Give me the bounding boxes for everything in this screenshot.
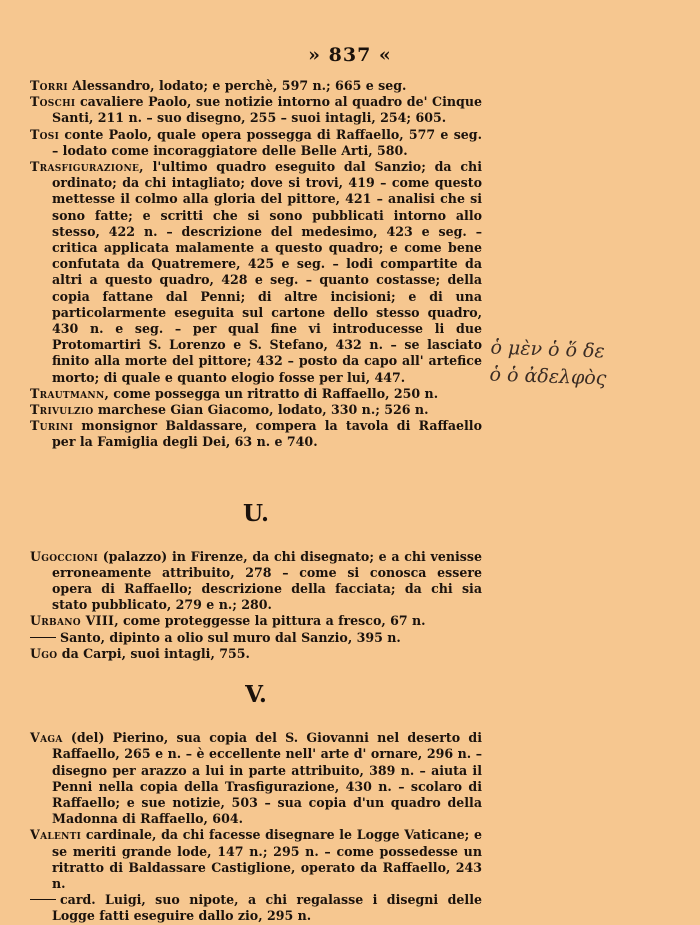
entry-heading: Vaga	[30, 730, 63, 746]
entry-text: da Carpi, suoi intagli, 755.	[57, 645, 250, 661]
section-letter-v: V.	[245, 681, 267, 709]
page-number: » 837 «	[308, 44, 392, 66]
entry-text: l'ultimo quadro eseguito dal Sanzio; da chi ordinato; da chi intagliato; dove si trovi, 419 – come questo mettesse il colmo alla gloria del pittore, 421 – analisi che si sono fatte; e scritti che si sono pubblicati intorno allo stesso, 422 n. – descrizione del medesimo, 423 e seg. – critica applicata malamente a questo quadro; e come bene confutata da Quatremere, 425 e seg. – lodi compartite da altri a questo quadro, 428 e seg. – quanto costasse; della copia fattane dal Penni; di altre incisioni; e di una particolarmente eseguita sul cartone dello stesso quadro, 430 n. e seg. – per qual fine vi introducesse li due Protomartiri S. Lorenzo e S. Stefano, 432 n. – se lasciato finito alla morte del pittore; 432 – posto da capo all' artefice morto; di quale e quanto elogio fosse per lui, 447.	[52, 159, 482, 385]
entry-heading: Torri	[30, 78, 68, 93]
entry-text: cavaliere Paolo, sue notizie intorno al quadro de' Cinque Santi, 211 n. – suo disegno, 255 – suoi intagli, 254; 605.	[52, 94, 482, 126]
ditto-dash	[30, 899, 56, 900]
entry-heading: Toschi	[30, 94, 76, 110]
entry-text: (palazzo) in Firenze, da chi disegnato; e a chi venisse erroneamente attribuito, 278 – come si conosca essere opera di Raffaello; descrizione della facciata; da chi sia stato pubblicato, 279 e n.; 280.	[52, 548, 482, 613]
index-entry	[30, 613, 482, 629]
margin-note-line: ὁ ὁ ἀδελφὸς	[489, 363, 607, 390]
entry-text: monsignor Baldassare, compera la tavola di Raffaello per la Famiglia degli Dei, 63 n. e 740.	[52, 418, 482, 450]
index-entry	[30, 159, 482, 386]
entry-heading: Valenti	[30, 827, 82, 843]
index-entry	[30, 892, 482, 924]
entry-text: conte Paolo, quale opera possegga di Raffaello, 577 e seg. – lodato come incoraggiatore delle Belle Arti, 580.	[52, 126, 482, 158]
entry-text: Alessandro, lodato; e perchè, 597 n.; 665 e seg.	[67, 78, 407, 93]
entry-heading: Trasfigurazione,	[30, 159, 144, 175]
ditto-dash	[30, 637, 56, 638]
entry-heading: Ugo	[30, 645, 58, 661]
index-entry	[30, 127, 482, 159]
entry-heading: Tosi	[30, 126, 60, 142]
entry-heading: Trivulzio	[30, 402, 94, 418]
index-entry	[30, 78, 482, 94]
entry-text: , come proteggesse la pittura a fresco, 67 n.	[114, 613, 426, 629]
entry-text: marchese Gian Giacomo, lodato, 330 n.; 526 n.	[93, 402, 429, 418]
section-v	[30, 730, 482, 924]
index-entry	[30, 94, 482, 126]
handwritten-margin-note	[489, 335, 691, 396]
margin-note-line: ὁ μὲν ὁ ὅ δε	[490, 336, 606, 363]
entry-heading: Ugoccioni	[30, 548, 99, 564]
index-entry	[30, 549, 482, 614]
entry-heading: Turini	[30, 418, 74, 434]
entry-heading: Urbano VIII	[30, 613, 115, 629]
entry-text: Santo, dipinto a olio sul muro dal Sanzio, 395 n.	[60, 629, 401, 645]
index-entry	[30, 827, 482, 892]
entry-text: card. Luigi, suo nipote, a chi regalasse i disegni delle Logge fatti eseguire dallo zio, 295 n.	[52, 892, 482, 924]
entry-text: cardinale, da chi facesse disegnare le Logge Vaticane; e se meriti grande lode, 147 n.; 295 n. – come possedesse un ritratto di Baldassare Castiglione, operato da Raffaello, 243 n.	[52, 827, 482, 891]
section-t	[30, 78, 482, 451]
section-letter-u: U.	[243, 499, 269, 527]
entry-heading: Trautmann	[30, 385, 105, 401]
index-entry	[30, 418, 482, 450]
index-entry	[30, 730, 482, 827]
index-entry	[30, 646, 482, 662]
entry-text: , come possegga un ritratto di Raffaello, 250 n.	[104, 385, 439, 401]
entry-text: (del) Pierino, sua copia del S. Giovanni nel deserto di Raffaello, 265 e n. – è eccellente nell' arte d' ornare, 296 n. – disegno per arazzo a lui in parte attribuito, 389 n. – aiuta il Penni nella copia della Trasfigurazione, 430 n. – scolaro di Raffaello; e sue notizie, 503 – sua copia d'un quadro della Madonna di Raffaello, 604.	[52, 730, 482, 827]
index-entry	[30, 630, 482, 646]
section-u	[30, 549, 482, 662]
index-entry	[30, 402, 482, 418]
index-column	[30, 78, 482, 925]
index-entry	[30, 386, 482, 402]
